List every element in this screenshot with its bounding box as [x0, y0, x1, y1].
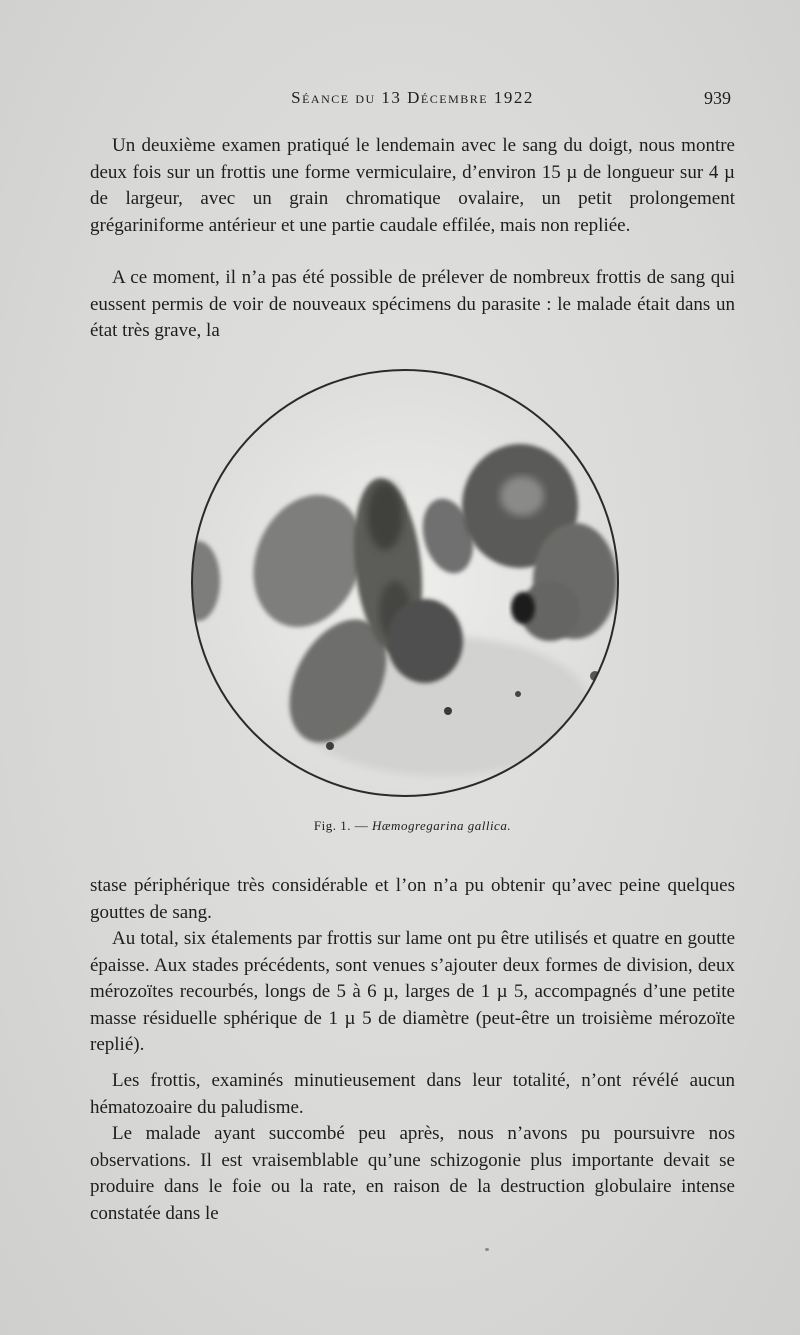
paragraph-sampling-limits: A ce moment, il n’a pas été possible de prélever de nombreux frottis de sang qui eussent permis de voir de nouveaux spécimens du parasite : le malade était dans un état très grave, la [90, 267, 735, 341]
running-title: Séance du 13 Décembre 1922 [291, 88, 534, 107]
micrograph-figure [190, 366, 620, 800]
paragraph-second-examination: Un deuxième examen pratiqué le lendemain avec le sang du doigt, nous montre deux fois sur un frottis une forme vermiculaire, d’environ 15 µ de longueur sur 4 µ de largeur, avec un grain chromatique ovalaire, un petit prolongement grégariniforme antérieur et une partie caudale effilée, mais non repliée. [90, 135, 735, 236]
paragraph-patient-outcome: Le malade ayant succombé peu après, nous n’avons pu poursuivre nos observations. Il est vraisemblable qu’une schizogonie plus importante devait se produire dans le foie ou la rate, en raison de la destruction globulaire intense constatée dans le [90, 1123, 735, 1224]
paragraph-no-malaria: Les frottis, examinés minutieusement dans leur totalité, n’ont révélé aucun hématozoaire du paludisme. [90, 1070, 735, 1118]
paragraph-smear-summary: Au total, six étalements par frottis sur lame ont pu être utilisés et quatre en goutte épaisse. Aux stades précédents, sont venues s’ajouter deux formes de division, deux mérozoïtes recourbés, longs de 5 à 6 µ, larges de 1 µ 5, accompagnés d’une petite masse résiduelle sphérique de 1 µ 5 de diamètre (peut-être un troisième mérozoïte replié). [90, 928, 735, 1055]
micrograph-image [190, 366, 620, 800]
caption-species: Hæmogregarina gallica. [372, 818, 512, 833]
caption-prefix: Fig. 1. — [313, 818, 369, 833]
figure-caption [90, 818, 735, 834]
paper-speck [485, 1248, 489, 1251]
page-number: 939 [704, 88, 731, 108]
paragraph-peripheral-stasis: stase périphérique très considérable et l’on n’a pu obtenir qu’avec peine quelques gouttes de sang. [90, 875, 735, 923]
running-head [90, 88, 735, 114]
